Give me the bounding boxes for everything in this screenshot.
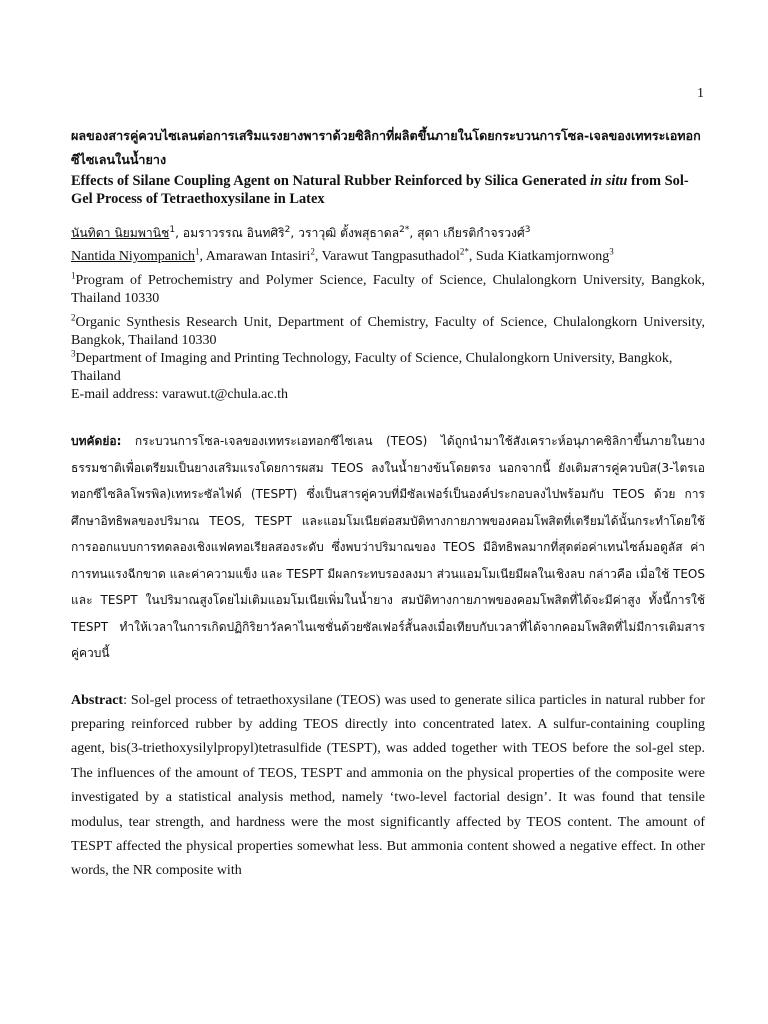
english-author-sup: 3 <box>609 246 614 257</box>
english-abstract <box>71 689 705 884</box>
affiliation-text: Organic Synthesis Research Unit, Department of Chemistry, Faculty of Science, Chulalongkorn University, Bangkok, Thailand 10330 <box>71 315 705 348</box>
english-author-name: , Varawut Tangpasuthadol <box>314 249 460 264</box>
thai-author-name: , วราวุฒิ ตั้งพสุธาดล <box>290 226 400 240</box>
thai-author-name: , อมราวรรณ อินทศิริ <box>175 226 285 240</box>
affiliation-3 <box>71 350 705 386</box>
affiliation-text: Program of Petrochemistry and Polymer Science, Faculty of Science, Chulalongkorn University, Bangkok, Thailand 10330 <box>71 273 705 306</box>
thai-authors <box>71 224 705 242</box>
english-author-name: , Suda Kiatkamjornwong <box>468 249 610 264</box>
english-abstract-label: Abstract <box>71 692 124 708</box>
thai-author-sup: 2* <box>399 224 410 235</box>
thai-abstract-text: กระบวนการโซล-เจลของเททระเอทอกซีไซเลน (TEOS) ได้ถูกนำมาใช้สังเคราะห์อนุภาคซิลิกาขึ้นภายในยางธรรมชาติเพื่อเตรียมเป็นยางเสริมแรงโดยการผสม TEOS ลงในน้ำยางข้นโดยตรง นอกจากนี้ ยังเติมสารคู่ควบบิส(3-ไตรเอทอกซีไซลิลโพรพิล)เททระซัลไฟด์ (TESPT) ซึ่งเป็นสารคู่ควบที่มีซัลเฟอร์เป็นองค์ประกอบลงไปพร้อมกับ TEOS ด้วย การศึกษาอิทธิพลของปริมาณ TEOS, TESPT และแอมโมเนียต่อสมบัติทางกายภาพของคอมโพสิตที่เตรียมได้นั้นกระทำโดยใช้การออกแบบการทดลองเชิงแฟคทอเรียลสองระดับ ซึ่งพบว่าปริมาณของ TEOS มีอิทธิพลมากที่สุดต่อค่าเทนไซล์มอดูลัส ค่าการทนแรงฉีกขาด และค่าความแข็ง และ TESPT มีผลกระทบรองลงมา ส่วนแอมโมเนียมีผลในเชิงลบ กล่าวคือ เมื่อใช้ TEOS และ TESPT ในปริมาณสูงโดยไม่เติมแอมโมเนียเพิ่มในน้ำยาง สมบัติทางกายภาพของคอมโพสิตที่ได้จะมีค่าสูง ทั้งนี้การใช้ TESPT ทำให้เวลาในการเกิดปฏิกิริยาวัลคาไนเซชั่นด้วยซัลเฟอร์สั้นลงเมื่อเทียบกับเวลาที่ได้จากคอมโพสิตที่ไม่มีการเติมสารคู่ควบนี้ <box>71 434 705 660</box>
thai-author-sup: 3 <box>524 224 531 235</box>
paper-content <box>71 124 705 884</box>
english-title-part-2: from Sol-Gel Process of Tetraethoxysilane in Latex <box>71 173 689 207</box>
thai-author-sup: 2 <box>284 224 291 235</box>
email-address: E-mail address: varawut.t@chula.ac.th <box>71 387 288 402</box>
english-author-name: Nantida Niyompanich <box>71 249 196 264</box>
english-author-sup: 1 <box>195 246 200 257</box>
affiliation-2 <box>71 314 705 350</box>
english-title-part-1: Effects of Silane Coupling Agent on Natural Rubber Reinforced by Silica Generated <box>71 173 591 189</box>
thai-title: ผลของสารคู่ควบไซเลนต่อการเสริมแรงยางพาราด้วยซิลิกาที่ผลิตขึ้นภายในโดยกระบวนการโซล-เจลของเททระเอทอกซีไซเลนในน้ำยาง <box>71 128 701 167</box>
english-author-sup: 2 <box>310 246 315 257</box>
affiliation-1 <box>71 272 705 308</box>
affiliation-text: Department of Imaging and Printing Technology, Faculty of Science, Chulalongkorn University, Bangkok, Thailand <box>71 351 673 384</box>
english-title-italic: in situ <box>590 173 628 189</box>
english-abstract-text: : Sol-gel process of tetraethoxysilane (TEOS) was used to generate silica particles in natural rubber for preparing reinforced rubber by adding TEOS directly into concentrated latex. A sulfur-containing coupling agent, bis(3-triethoxysilylpropyl)tetrasulfide (TESPT), was added together with TEOS before the sol-gel step. The influences of the amount of TEOS, TESPT and ammonia on the physical properties of the composite were investigated by a statistical analysis method, namely ‘two-level factorial design’. It was found that tensile modulus, tear strength, and hardness were the most significantly affected by TEOS content. The amount of TESPT affected the physical properties somewhat less. But ammonia content showed a negative effect. In other words, the NR composite with <box>71 692 705 879</box>
affiliation-sup: 3 <box>71 348 76 359</box>
thai-author-name: , สุดา เกียรติกำจรวงศ์ <box>409 226 525 240</box>
english-author-sup: 2* <box>459 246 469 257</box>
thai-abstract <box>71 428 705 667</box>
thai-author-sup: 1 <box>169 224 176 235</box>
english-authors <box>71 248 705 266</box>
affiliation-sup: 2 <box>71 312 76 323</box>
english-title <box>71 172 705 208</box>
page-number: 1 <box>697 86 704 101</box>
english-author-name: , Amarawan Intasiri <box>199 249 311 264</box>
thai-abstract-label: บทคัดย่อ: <box>71 434 122 448</box>
affiliation-sup: 1 <box>71 270 76 281</box>
thai-author-name: นันทิดา นิยมพานิช <box>71 226 170 240</box>
